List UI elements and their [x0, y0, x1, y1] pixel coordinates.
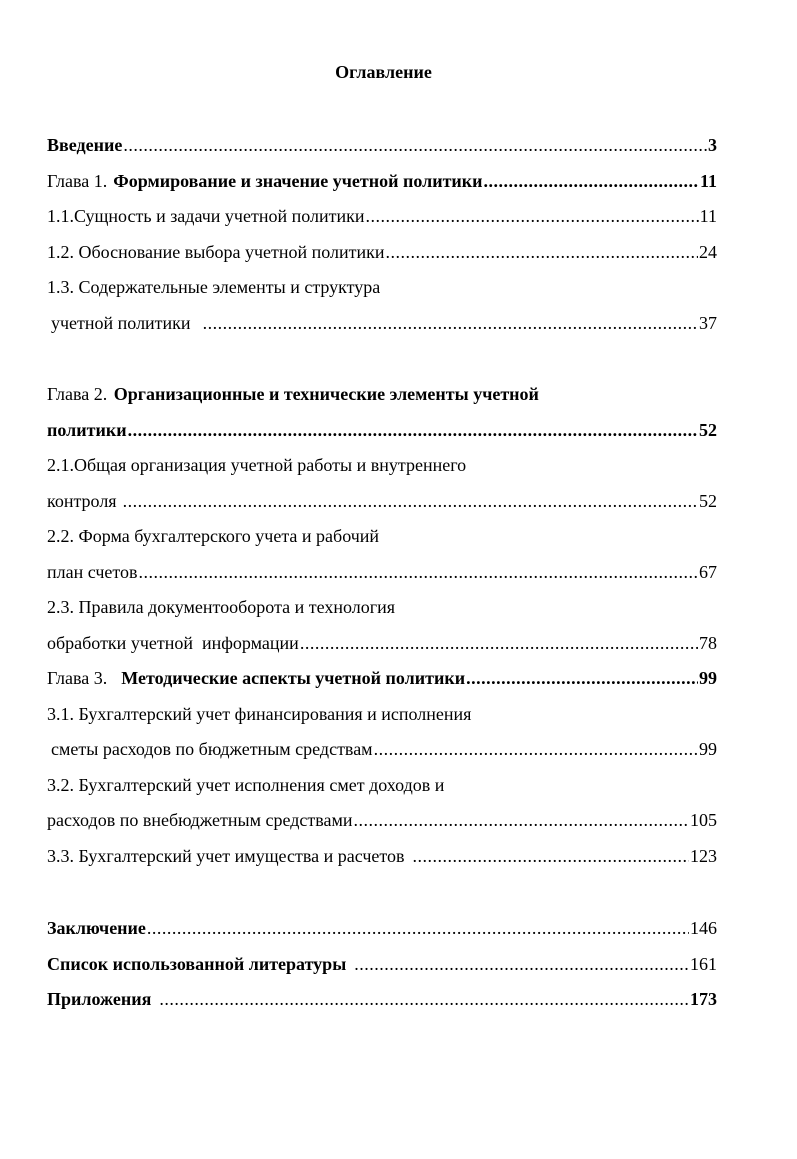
toc-entry-chapter-3[interactable] — [47, 664, 717, 692]
toc-entry-section-2-1[interactable] — [47, 487, 717, 515]
toc-entry-text: сметы расходов по бюджетным средствам — [51, 739, 373, 759]
toc-page-number: 11 — [699, 206, 717, 226]
toc-entry-text: 2.1.Общая организация учетной работы и внутреннего — [47, 455, 467, 475]
toc-page-number: 78 — [699, 633, 717, 653]
toc-entry-text: 2.2. Форма бухгалтерского учета и рабочий — [47, 526, 380, 546]
toc-entry-section-1-1[interactable] — [47, 202, 717, 230]
leader-dots — [159, 985, 689, 1013]
toc-entry-chapter-1[interactable] — [47, 167, 717, 195]
chapter-prefix: Глава 2. — [47, 384, 108, 404]
leader-dots — [128, 416, 698, 444]
toc-entry-text: 2.3. Правила документооборота и технология — [47, 597, 396, 617]
toc-entry-text: Организационные и технические элементы учетной — [113, 384, 539, 404]
toc-page-number: 3 — [708, 135, 717, 155]
chapter-prefix: Глава 3. — [47, 668, 108, 688]
leader-dots — [123, 131, 707, 159]
toc-entry-intro[interactable] — [47, 131, 717, 159]
toc-page-number: 37 — [699, 313, 717, 333]
toc-entry-text: 3.2. Бухгалтерский учет исполнения смет доходов и — [47, 775, 445, 795]
toc-page-number: 173 — [690, 989, 717, 1009]
leader-dots — [365, 202, 698, 230]
leader-dots — [466, 664, 698, 692]
toc-entry-text: расходов по внебюджетным средствами — [47, 810, 353, 830]
leader-dots — [354, 806, 690, 834]
toc-title: Оглавление — [335, 62, 432, 82]
toc-entry-text: 3.3. Бухгалтерский учет имущества и расчетов — [47, 846, 405, 866]
toc-entry-section-3-2-line1[interactable] — [47, 771, 717, 799]
toc-page-number: 99 — [699, 739, 717, 759]
toc-page-number: 146 — [690, 918, 717, 938]
toc-page-number: 105 — [690, 810, 717, 830]
leader-dots — [484, 167, 699, 195]
toc-entry-section-3-1-line1[interactable] — [47, 700, 717, 728]
leader-dots — [354, 950, 689, 978]
toc-entry-chapter-2-line1[interactable] — [47, 380, 717, 408]
toc-entry-section-1-3-line1[interactable] — [47, 273, 717, 301]
toc-entry-section-2-1-line1[interactable] — [47, 451, 717, 479]
toc-entry-text: Формирование и значение учетной политики — [113, 171, 483, 191]
toc-entry-text: Методические аспекты учетной политики — [121, 668, 466, 688]
leader-dots — [123, 487, 698, 515]
toc-entry-section-3-2[interactable] — [47, 806, 717, 834]
toc-entry-section-3-3[interactable] — [47, 842, 717, 870]
leader-dots — [147, 914, 689, 942]
toc-entry-section-1-3[interactable] — [51, 309, 717, 337]
toc-entry-conclusion[interactable] — [47, 914, 717, 942]
leader-dots — [300, 629, 698, 657]
leader-dots — [203, 309, 698, 337]
toc-entry-text: 1.3. Содержательные элементы и структура — [47, 277, 381, 297]
toc-entry-section-3-1[interactable] — [51, 735, 717, 763]
toc-page-number: 99 — [699, 668, 717, 688]
toc-entry-chapter-2[interactable] — [47, 416, 717, 444]
toc-entry-text: 1.1.Сущность и задачи учетной политики — [47, 206, 365, 226]
toc-page-number: 161 — [690, 954, 717, 974]
toc-page-number: 67 — [699, 562, 717, 582]
toc-entry-text: 3.1. Бухгалтерский учет финансирования и исполнения — [47, 704, 472, 724]
toc-entry-section-2-3-line1[interactable] — [47, 593, 717, 621]
toc-entry-section-2-2-line1[interactable] — [47, 522, 717, 550]
toc-entry-section-2-2[interactable] — [47, 558, 717, 586]
toc-page-number: 52 — [699, 420, 717, 440]
leader-dots — [374, 735, 698, 763]
leader-dots — [139, 558, 698, 586]
toc-entry-text: учетной политики — [51, 313, 191, 333]
toc-entry-references[interactable] — [47, 950, 717, 978]
toc-page-number: 123 — [690, 846, 717, 866]
toc-entry-appendix[interactable] — [47, 985, 717, 1013]
toc-entry-section-2-3[interactable] — [47, 629, 717, 657]
chapter-prefix: Глава 1. — [47, 171, 108, 191]
toc-entry-text: политики — [47, 420, 127, 440]
toc-entry-text: Приложения — [47, 989, 152, 1009]
toc-entry-text: Заключение — [47, 918, 146, 938]
toc-page-number: 11 — [699, 171, 717, 191]
toc-entry-section-1-2[interactable] — [47, 238, 717, 266]
toc-entry-text: обработки учетной информации — [47, 633, 299, 653]
toc-entry-text: Список использованной литературы — [47, 954, 347, 974]
toc-page-number: 24 — [699, 242, 717, 262]
toc-page-number: 52 — [699, 491, 717, 511]
toc-entry-text: 1.2. Обоснование выбора учетной политики — [47, 242, 385, 262]
leader-dots — [413, 842, 689, 870]
toc-entry-text: контроля — [47, 491, 117, 511]
leader-dots — [386, 238, 698, 266]
toc-entry-text: Введение — [47, 135, 123, 155]
toc-entry-text: план счетов — [47, 562, 138, 582]
